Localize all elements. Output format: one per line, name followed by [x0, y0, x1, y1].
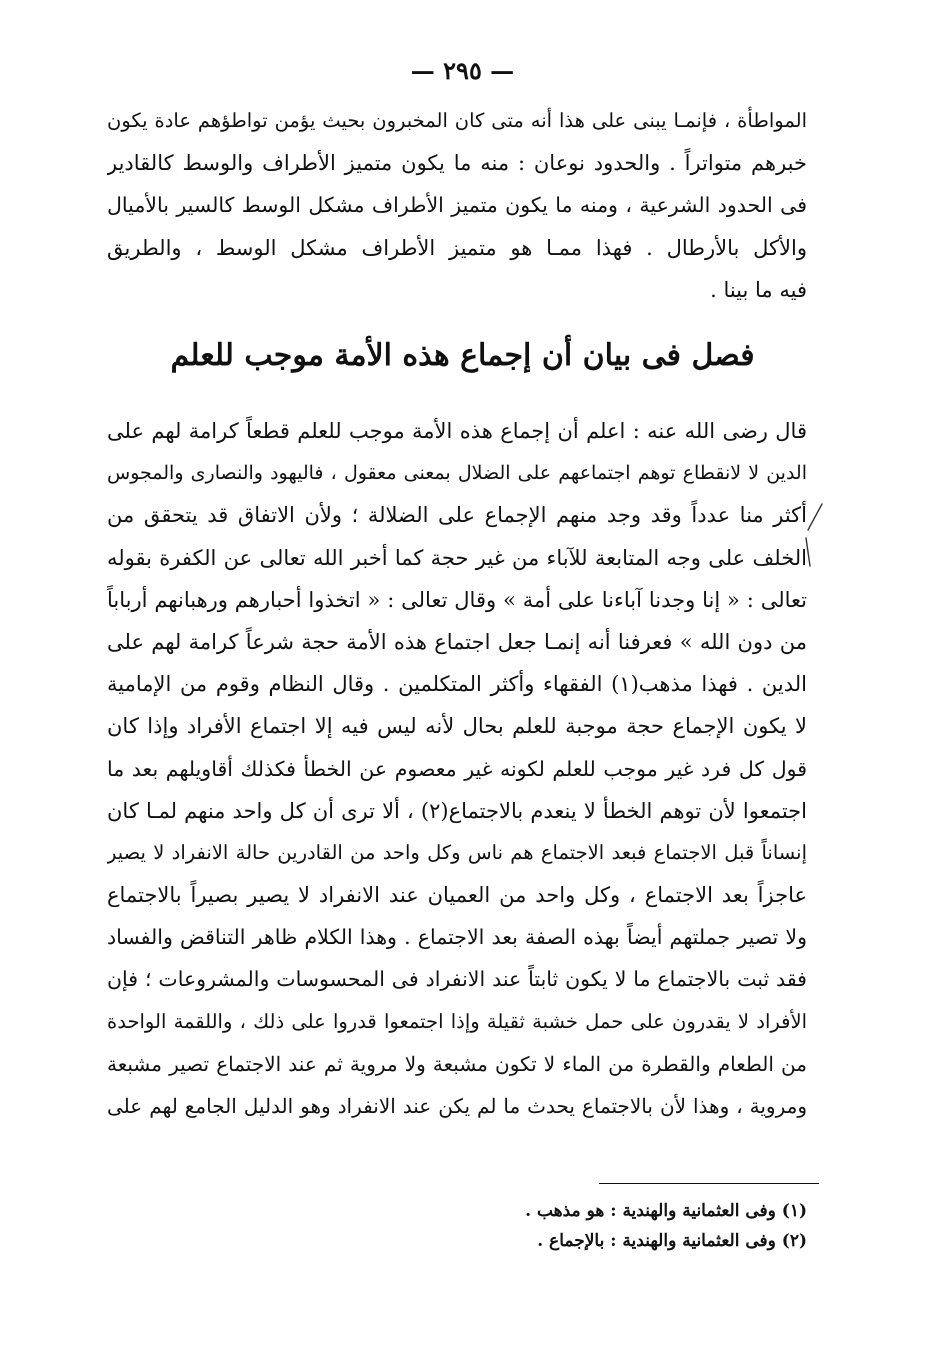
top-paragraph: [107, 100, 807, 311]
text-line: من دون الله » فعرفنا أنه إنمـا جعل اجتماع هذه الأمة حجة شرعاً كرامة لهم على: [107, 629, 807, 654]
text-line: تعالى : « إنا وجدنا آباءنا على أمة » وقال تعالى : « اتخذوا أحبارهم ورهبانهم أرباباً: [107, 587, 807, 612]
page-number: — ٢٩٥ —: [410, 56, 515, 85]
text-line: الدين . فهذا مذهب(١) الفقهاء وأكثر المتكلمين . وقال النظام وقوم من الإمامية: [107, 672, 807, 697]
text-line: عاجزاً بعد الاجتماع ، وكل واحد من العميان عند الانفراد لا يصير بصيراً بالاجتماع: [107, 883, 807, 908]
text-line: الأفراد لا يقدرون على حمل خشبة ثقيلة وإذا اجتمعوا قدروا على ذلك ، واللقمة الواحدة: [107, 1009, 807, 1033]
margin-pencil-mark: [800, 500, 830, 570]
footnote-2: (٢) وفى العثمانية والهندية : بالإجماع .: [537, 1231, 807, 1251]
text-line: قول كل فرد غير موجب للعلم لكونه غير معصوم عن الخطأ فكذلك أقاويلهم بعد ما: [107, 756, 807, 781]
section-heading: فصل فى بيان أن إجماع هذه الأمة موجب للعلم: [170, 338, 755, 373]
footnote-divider: [599, 1183, 819, 1184]
text-line: فى الحدود الشرعية ، ومنه ما يكون متميز الأطراف مشكل الوسط كالسير بالأميال: [107, 193, 807, 218]
text-line: من الطعام والقطرة من الماء لا تكون مشبعة ولا مروية ثم عند الاجتماع تصير مشبعة: [107, 1051, 807, 1076]
text-line: قال رضى الله عنه : اعلم أن إجماع هذه الأمة موجب للعلم قطعاً كرامة لهم على: [107, 419, 807, 443]
text-line: المواطأة ، فإنمـا يبنى على هذا أنه متى كان المخبرون بحيث يؤمن تواطؤهم عادة يكون: [107, 109, 807, 132]
text-line: الدين لا لانقطاع توهم اجتماعهم على الضلال بمعنى معقول ، فاليهود والنصارى والمجوس: [107, 462, 807, 485]
main-paragraph: [107, 410, 807, 1127]
footnote-1: (١) وفى العثمانية والهندية : هو مذهب .: [525, 1201, 807, 1221]
footnotes: [307, 1196, 807, 1256]
text-line: فقد ثبت بالاجتماع ما لا يكون ثابتاً عند الانفراد فى المحسوسات والمشروعات ؛ فإن: [107, 967, 807, 992]
text-line: ومروية ، وهذا لأن بالاجتماع يحدث ما لم يكن عند الانفراد وهو الدليل الجامع لهم على: [107, 1094, 807, 1118]
text-line: فيه ما بينا .: [710, 277, 807, 302]
text-line: الخلف على وجه المتابعة للآباء من غير حجة كما أخبر الله تعالى عن الكفرة بقوله: [107, 545, 807, 570]
text-line: ولا تصير جملتهم أيضاً بهذه الصفة بعد الاجتماع . وهذا الكلام ظاهر التناقض والفساد: [107, 925, 807, 950]
text-line: إنساناً قبل الاجتماع فبعد الاجتماع هم ناس وكل واحد من القادرين حالة الانفراد لا يصير: [107, 840, 807, 864]
text-line: اجتمعوا لأن توهم الخطأ لا ينعدم بالاجتماع(٢) ، ألا ترى أن كل واحد منهم لمـا كان: [107, 798, 807, 823]
text-line: خبرهم متواتراً . والحدود نوعان : منه ما يكون متميز الأطراف والوسط كالقادير: [107, 151, 807, 176]
text-line: لا يكون الإجماع حجة موجبة للعلم بحال لأنه ليس فيه إلا اجتماع الأفراد وإذا كان: [107, 714, 807, 739]
text-line: أكثر منا عدداً وقد وجد منهم الإجماع على الضلالة ؛ ولأن الاتفاق قد يتحقق من: [107, 503, 807, 528]
text-line: والأكل بالأرطال . فهذا ممـا هو متميز الأطراف مشكل الوسط ، والطريق: [107, 235, 807, 260]
